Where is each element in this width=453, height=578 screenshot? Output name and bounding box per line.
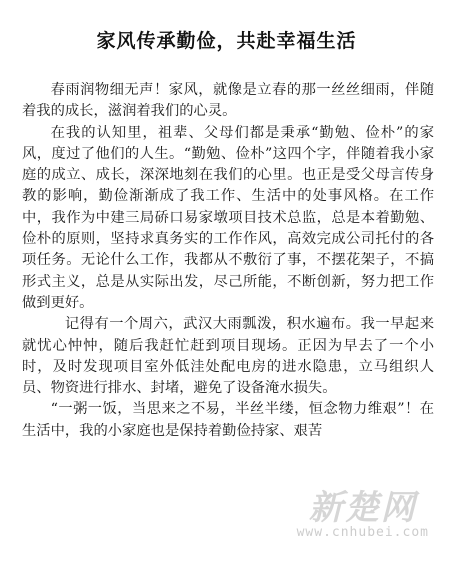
article-title: 家风传承勤俭，共赴幸福生活	[96, 30, 357, 52]
paragraph-3: 记得有一个周六，武汉大雨瓢泼，积水遍布。我一早起来就忧心忡忡，随后我赶忙赶到项目现场。正因为早去了一个小时，及时发现项目室外低洼处配电房的进水隐患，立马组织人员、物资进行排水、封堵，避免了设备淹水损失。	[22, 316, 434, 397]
watermark-brand: 新楚网	[308, 488, 417, 528]
article-body	[22, 80, 434, 442]
watermark-url: www.cnhubei.com	[296, 525, 429, 540]
paragraph-1: 春雨润物细无声！家风，就像是立春的那一丝丝细雨，伴随着我的成长，滋润着我们的心灵。	[22, 82, 434, 120]
paragraph-2: 在我的认知里，祖辈、父母们都是秉承“勤勉、俭朴”的家风，度过了他们的人生。“勤勉、俭朴”这四个字，伴随着我小家庭的成立、成长，深深地刻在我们的心里。也正是受父母言传身教的影响，勤俭渐渐成了我工作、生活中的处事风格。在工作中，我作为中建三局硚口易家墩项目技术总监，总是本着勤勉、俭朴的原则，坚持求真务实的工作作风，高效完成公司托付的各项任务。无论什么工作，我都从不敷衍了事，不摆花架子，不搞形式主义，总是从实际出发，尽己所能，不断创新，努力把工作做到更好。	[22, 124, 434, 311]
site-watermark	[297, 490, 429, 540]
paragraph-4: “一粥一饭，当思来之不易，半丝半缕，恒念物力维艰”！在生活中，我的小家庭也是保持着勤俭持家、艰苦	[22, 401, 434, 439]
